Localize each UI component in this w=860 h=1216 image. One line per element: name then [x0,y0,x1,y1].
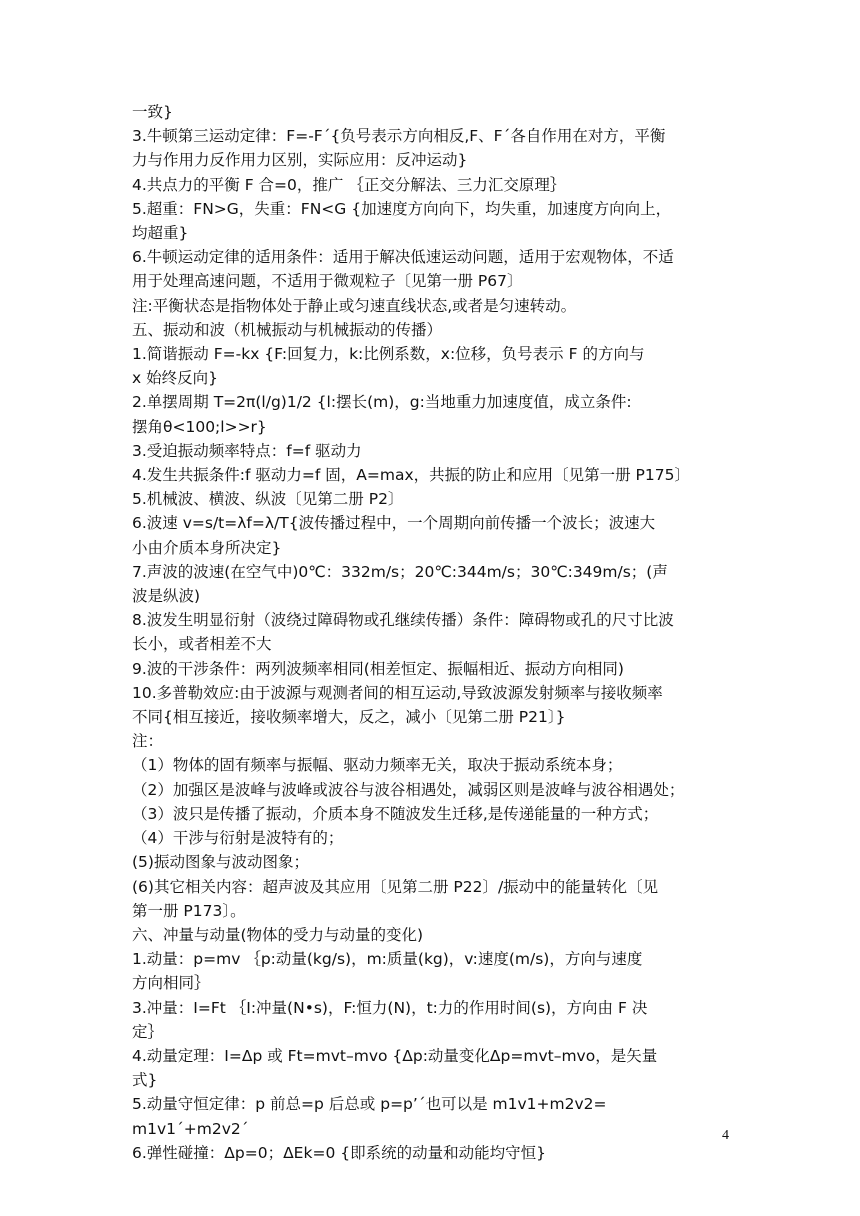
text-line: 10.多普勒效应:由于波源与观测者间的相互运动,导致波源发射频率与接收频率 [132,683,663,702]
text-line: 8.波发生明显衍射（波绕过障碍物或孔继续传播）条件：障碍物或孔的尺寸比波 [132,611,674,630]
text-line: 5.动量守恒定律：p 前总=p 后总或 p=p’´也可以是 m1v1+m2v2= [132,1095,607,1114]
text-line: 7.声波的波速(在空气中)0℃：332m/s；20℃:344m/s；30℃:349m/s；(声 [132,562,668,581]
text-line: 9.波的干涉条件：两列波频率相同(相差恒定、振幅相近、振动方向相同) [132,659,624,678]
text-line: 摆角θ<100;l>>r} [132,417,267,436]
text-line: 5.机械波、横波、纵波〔见第二册 P2〕 [132,490,404,509]
text-line: 6.牛顿运动定律的适用条件：适用于解决低速运动问题，适用于宏观物体，不适 [132,248,674,267]
text-line: 1.动量：p=mv ｛p:动量(kg/s)，m:质量(kg)，v:速度(m/s)，方向与速度 [132,950,643,969]
text-line: 2.单摆周期 T=2π(l/g)1/2 {l:摆长(m)，g:当地重力加速度值，成立条件: [132,393,632,412]
text-line: m1v1´+m2v2´ [132,1119,249,1138]
text-line: 4.共点力的平衡 F 合=0，推广 ｛正交分解法、三力汇交原理｝ [132,175,566,194]
page-number: 4 [722,1128,729,1143]
note-item: （3）波只是传播了振动，介质本身不随波发生迁移,是传递能量的一种方式； [132,804,659,823]
text-line: 3.冲量：I=Ft ｛I:冲量(N•s)，F:恒力(N)，t:力的作用时间(s)，方向由 F 决 [132,998,648,1017]
text-line: 4.发生共振条件:f 驱动力=f 固，A=max，共振的防止和应用〔见第一册 P175〕 [132,466,690,485]
note-item: (5)振动图象与波动图象； [132,853,309,872]
text-line: 式} [132,1071,158,1090]
text-line: 定｝ [132,1022,164,1041]
text-line: 力与作用力反作用力区别，实际应用：反冲运动} [132,151,468,170]
text-line: 用于处理高速问题，不适用于微观粒子〔见第一册 P67〕 [132,272,523,291]
note-item: （1）物体的固有频率与振幅、驱动力频率无关，取决于振动系统本身； [132,756,623,775]
text-line: 6.弹性碰撞：Δp=0；ΔEk=0 {即系统的动量和动能均守恒} [132,1143,546,1162]
note-item: （2）加强区是波峰与波峰或波谷与波谷相遇处，减弱区则是波峰与波谷相遇处； [132,780,685,799]
document-body [132,100,732,1165]
text-line: 不同{相互接近，接收频率增大，反之，减小〔见第二册 P21〕} [132,708,566,727]
text-line: 6.波速 v=s/t=λf=λ/T{波传播过程中，一个周期向前传播一个波长；波速大 [132,514,656,533]
section-heading: 六、冲量与动量(物体的受力与动量的变化) [132,925,424,944]
text-line: 长小，或者相差不大 [132,635,272,654]
text-line: 小由介质本身所决定} [132,538,282,557]
text-line: 波是纵波) [132,587,201,606]
text-line: 均超重} [132,224,189,243]
note-item: (6)其它相关内容：超声波及其应用〔见第二册 P22〕/振动中的能量转化〔见 [132,877,659,896]
text-line: 一致} [132,103,173,121]
text-line: 注:平衡状态是指物体处于静止或匀速直线状态,或者是匀速转动。 [132,296,577,315]
text-line: 3.牛顿第三运动定律：F=-F´{负号表示方向相反,F、F´各自作用在对方，平衡 [132,127,666,146]
text-line: 4.动量定理：I=Δp 或 Ft=mvt–mvo {Δp:动量变化Δp=mvt–mvo，是矢量 [132,1046,658,1065]
note-label: 注： [132,732,164,751]
text-line: 第一册 P173〕。 [132,901,246,920]
text-line: 3.受迫振动频率特点：f=f 驱动力 [132,441,362,460]
section-heading: 五、振动和波（机械振动与机械振动的传播） [132,320,443,339]
text-line: 方向相同｝ [132,974,210,993]
text-line: 1.简谐振动 F=-kx {F:回复力，k:比例系数，x:位移，负号表示 F 的方向与 [132,345,645,364]
note-item: （4）干涉与衍射是波特有的； [132,829,344,848]
text-line: x 始终反向} [132,369,218,388]
text-line: 5.超重：FN>G，失重：FN<G {加速度方向向下，均失重，加速度方向向上， [132,199,672,218]
